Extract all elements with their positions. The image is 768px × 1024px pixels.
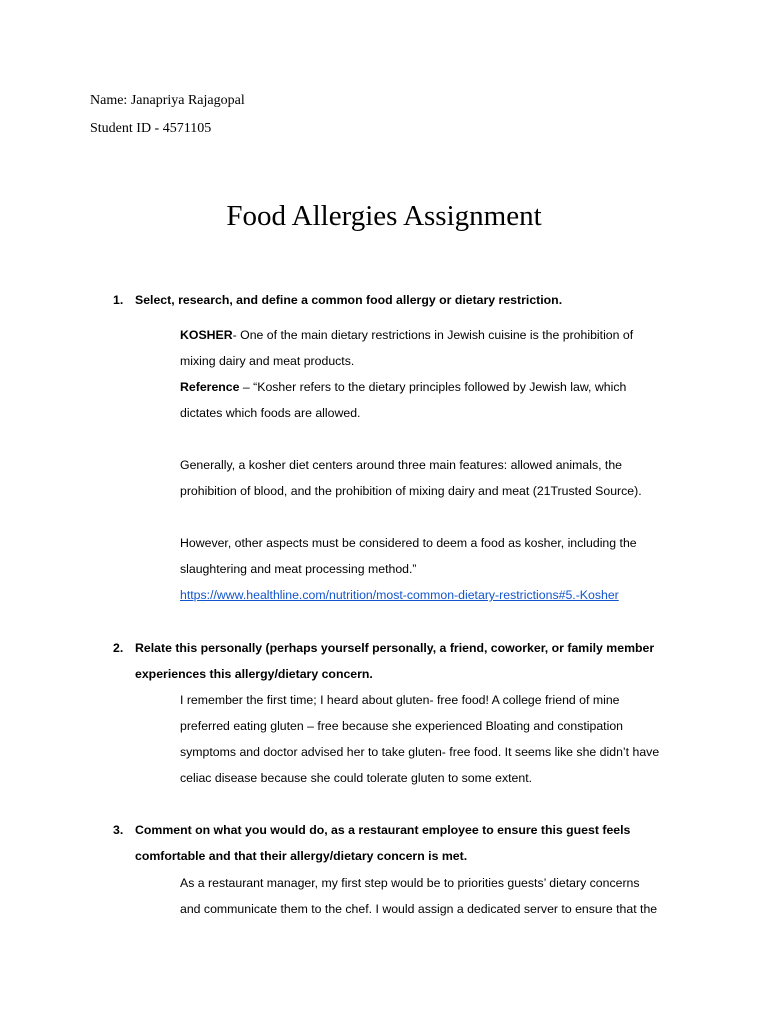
- student-id: Student ID - 4571105: [90, 121, 212, 136]
- answer-2-line-1: I remember the first time; I heard about gluten- free food! A college friend of mine: [180, 693, 620, 707]
- question-2-text: [135, 635, 675, 687]
- answer-1: [180, 322, 680, 608]
- kosher-text: - One of the main dietary restrictions in Jewish cuisine is the prohibition of: [232, 328, 634, 342]
- answer-1-para-3-line-2: slaughtering and meat processing method.”: [180, 562, 417, 576]
- answer-3-line-2: and communicate them to the chef. I would assign a dedicated server to ensure that the: [180, 902, 658, 916]
- answer-1-para-2-line-2: prohibition of blood, and the prohibition of mixing dairy and meat (21Trusted Source).: [180, 484, 642, 498]
- answer-3-line-1: As a restaurant manager, my first step would be to priorities guests’ dietary concerns: [180, 876, 640, 890]
- question-1-number: 1.: [113, 293, 124, 307]
- answer-2-line-2: preferred eating gluten – free because she experienced Bloating and constipation: [180, 719, 623, 733]
- reference-line-2: dictates which foods are allowed.: [180, 406, 361, 420]
- question-3-number: 3.: [113, 823, 124, 837]
- answer-3: [180, 870, 680, 922]
- question-1-text: Select, research, and define a common food allergy or dietary restriction.: [135, 293, 563, 307]
- paragraph-gap: [180, 504, 680, 530]
- answer-2: [180, 687, 680, 791]
- question-3-text: [135, 817, 675, 869]
- question-2-number: 2.: [113, 641, 124, 655]
- kosher-line-2: mixing dairy and meat products.: [180, 354, 355, 368]
- question-2-text-line-1: Relate this personally (perhaps yourself personally, a friend, coworker, or family member: [135, 641, 655, 655]
- reference-text: – “Kosher refers to the dietary principles followed by Jewish law, which: [239, 380, 627, 394]
- student-name: Name: Janapriya Rajagopal: [90, 93, 245, 108]
- answer-1-para-3-line-1: However, other aspects must be considered to deem a food as kosher, including the: [180, 536, 637, 550]
- reference-label: Reference: [180, 380, 240, 394]
- reference-line-1: [180, 374, 680, 400]
- kosher-line-1: [180, 322, 680, 348]
- answer-2-line-3: symptoms and doctor advised her to take gluten- free food. It seems like she didn’t have: [180, 745, 660, 759]
- question-3-text-line-2: comfortable and that their allergy/dietary concern is met.: [135, 849, 468, 863]
- question-2-text-line-2: experiences this allergy/dietary concern.: [135, 667, 373, 681]
- paragraph-gap: [180, 426, 680, 452]
- answer-1-para-2-line-1: Generally, a kosher diet centers around three main features: allowed animals, the: [180, 458, 623, 472]
- reference-link-row: [180, 582, 680, 608]
- kosher-label: KOSHER: [180, 328, 233, 342]
- reference-link[interactable]: https://www.healthline.com/nutrition/most-common-dietary-restrictions#5.-Kosher: [180, 588, 619, 602]
- question-3-text-line-1: Comment on what you would do, as a restaurant employee to ensure this guest feels: [135, 823, 631, 837]
- answer-2-line-4: celiac disease because she could tolerate gluten to some extent.: [180, 771, 533, 785]
- document-title: Food Allergies Assignment: [226, 200, 542, 232]
